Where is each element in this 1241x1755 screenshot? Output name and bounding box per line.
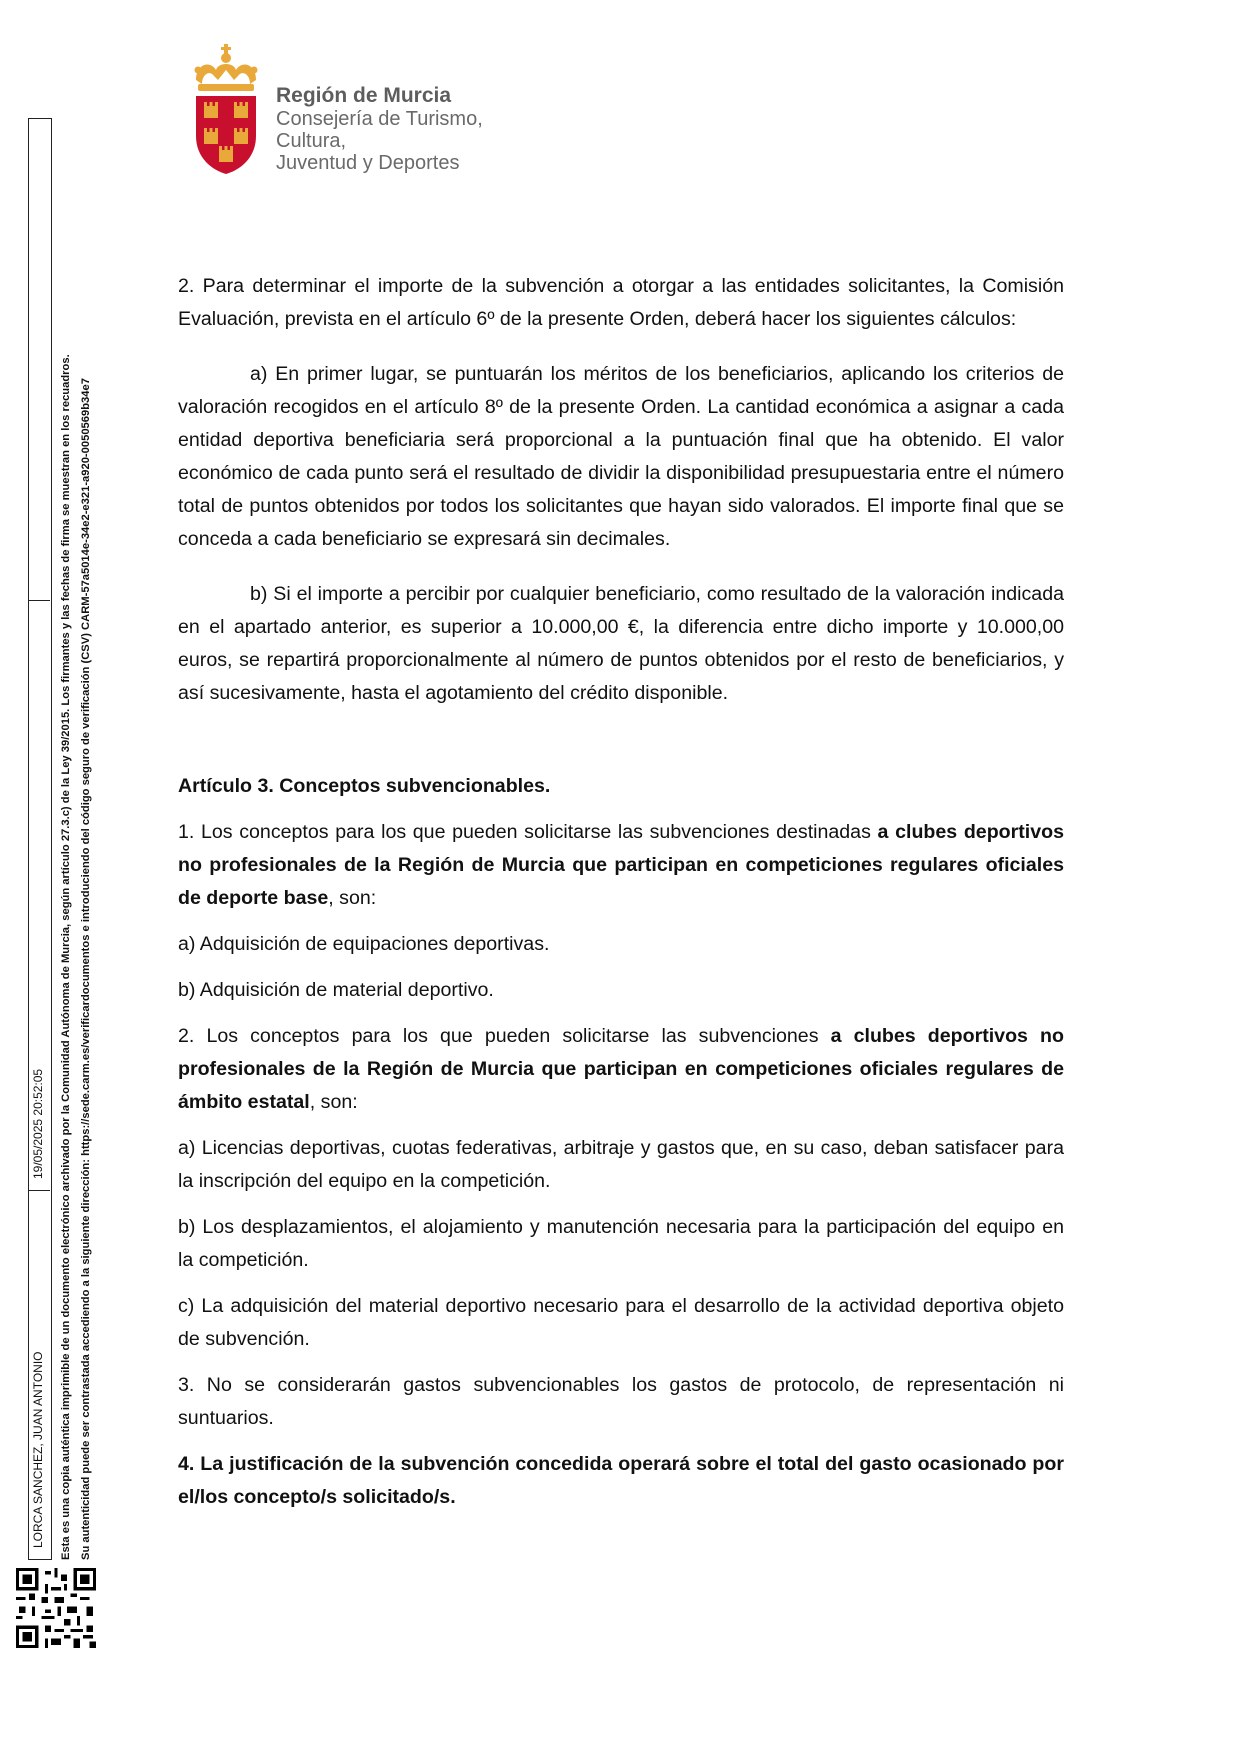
dept-line-2: Juventud y Deportes xyxy=(276,152,460,175)
list-item-b: b) Los desplazamientos, el alojamiento y manutención necesaria para la participación del equipo en la competición. xyxy=(178,1216,1064,1271)
text-run: 2. Los conceptos para los que pueden solicitarse las subvenciones xyxy=(178,1025,831,1047)
legal-notice-line-2: Su autenticidad puede ser contrastada accediendo a la siguiente dirección: https://sede.carm.es/verificardocumentos e introduciendo del código seguro de verificación (CSV) CARM-57a5014e-34e2-e321-a920-0050569b34e7 xyxy=(80,378,92,1560)
text-run: , son: xyxy=(309,1091,358,1113)
article-3-heading: Artículo 3. Conceptos subvencionables. xyxy=(178,775,551,797)
paragraph-2b: b) Si el importe a percibir por cualquier beneficiario, como resultado de la valoración indicada en el apartado anterior, es superior a 10.000,00 €, la diferencia entre dicho importe y 10.000,00 euros, se repartirá proporcionalmente al número de puntos obtenidos por el resto de beneficiarios, y así sucesivamente, hasta el agotamiento del crédito disponible. xyxy=(178,583,1064,704)
bold-run: a clubes deportivos no profesionales de la Región de Murcia que participan en competiciones regulares oficiales de deporte base xyxy=(178,821,1064,909)
stamp-divider xyxy=(28,1190,50,1191)
article-3-paragraph-3: 3. No se considerarán gastos subvencionables los gastos de protocolo, de representación ni suntuarios. xyxy=(178,1374,1064,1429)
legal-notice-line-1: Esta es una copia auténtica imprimible de un documento electrónico archivado por la Comunidad Autónoma de Murcia, según artículo 27.3.c) de la Ley 39/2015. Los firmantes y las fechas de firma se muestran en los recuadros. xyxy=(60,354,72,1560)
signature-date: 19/05/2025 20:52:05 xyxy=(31,1068,45,1179)
article-3-paragraph-4: 4. La justificación de la subvención concedida operará sobre el total del gasto ocasionado por el/los concepto/s solicitado/s. xyxy=(178,1453,1064,1508)
dept-line-1: Consejería de Turismo, Cultura, xyxy=(276,107,483,152)
org-name: Región de Murcia xyxy=(276,84,452,107)
qr-code-icon xyxy=(16,1568,96,1648)
bold-run: a clubes deportivos no profesionales de la Región de Murcia que participan en competiciones oficiales regulares de ámbito estatal xyxy=(178,1025,1064,1113)
paragraph-2a: a) En primer lugar, se puntuarán los méritos de los beneficiarios, aplicando los criterios de valoración recogidos en el artículo 8º de la presente Orden. La cantidad económica a asignar a cada entidad deportiva beneficiaria será proporcional a la puntuación final que ha obtenido. El valor económico de cada punto será el resultado de dividir la disponibilidad presupuestaria entre el número total de puntos obtenidos por todos los solicitantes que hayan sido valorados. El importe final que se conceda a cada beneficiario se expresará sin decimales. xyxy=(178,363,1064,550)
list-item-c: c) La adquisición del material deportivo necesario para el desarrollo de la actividad deportiva objeto de subvención. xyxy=(178,1295,1064,1350)
article-3-paragraph-1 xyxy=(178,816,1064,915)
list-item-a: a) Licencias deportivas, cuotas federativas, arbitraje y gastos que, en su caso, deban satisfacer para la inscripción del equipo en la competición. xyxy=(178,1137,1064,1192)
paragraph-2: 2. Para determinar el importe de la subvención a otorgar a las entidades solicitantes, la Comisión Evaluación, prevista en el artículo 6º de la presente Orden, deberá hacer los siguientes cálculos: xyxy=(178,275,1064,330)
stamp-divider xyxy=(28,600,50,601)
region-murcia-crest-icon xyxy=(190,40,270,180)
signature-box xyxy=(28,118,52,1560)
signer-name: LORCA SANCHEZ, JUAN ANTONIO xyxy=(31,1351,45,1548)
article-3-paragraph-2 xyxy=(178,1020,1064,1119)
header-logo xyxy=(190,40,550,180)
document-body xyxy=(178,270,1064,1514)
text-run: 1. Los conceptos para los que pueden solicitarse las subvenciones destinadas xyxy=(178,821,878,843)
text-run: , son: xyxy=(328,887,377,909)
list-item-a: a) Adquisición de equipaciones deportivas. xyxy=(178,933,550,955)
org-text xyxy=(276,84,550,175)
list-item-b: b) Adquisición de material deportivo. xyxy=(178,979,494,1001)
